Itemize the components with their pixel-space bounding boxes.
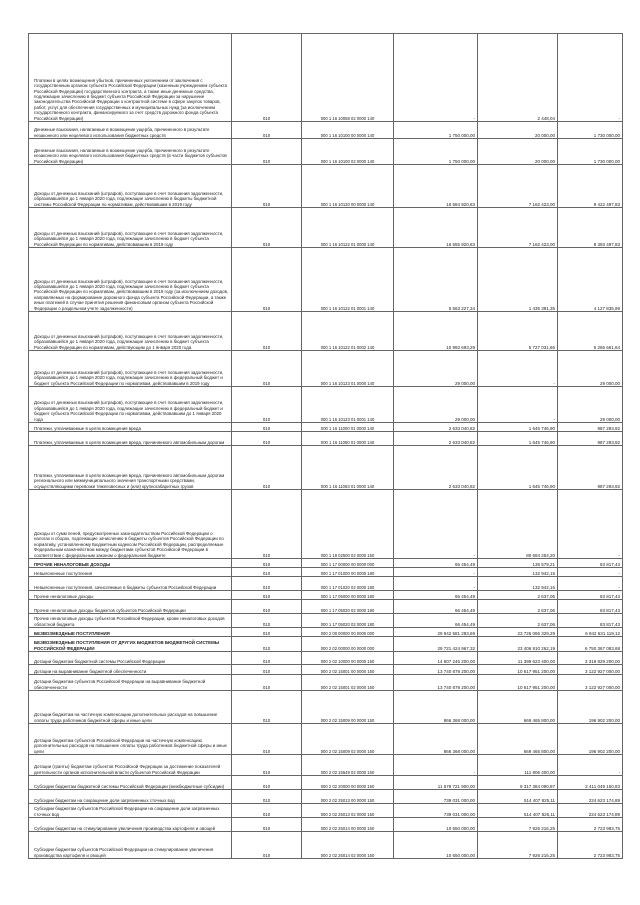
row-code: 010 bbox=[232, 568, 302, 577]
row-name: Субсидии бюджетам бюджетной системы Российской Федерации (межбюджетные субсидии) bbox=[29, 776, 232, 790]
table-row bbox=[29, 568, 623, 577]
row-executed-amount: 7 162 423,00 bbox=[478, 165, 558, 208]
row-kbk-code: 000 2 02 25014 02 0000 150 bbox=[302, 832, 394, 859]
row-approved-amount: - bbox=[394, 568, 478, 577]
table-row bbox=[29, 351, 623, 387]
row-approved-amount: 2 633 040,82 bbox=[394, 432, 478, 446]
row-code: 010 bbox=[232, 652, 302, 665]
row-code: 010 bbox=[232, 387, 302, 423]
row-code: 010 bbox=[232, 675, 302, 691]
table-row bbox=[29, 122, 623, 139]
row-executed-amount: 7 926 216,25 bbox=[478, 818, 558, 832]
row-approved-amount: 29 721 424 967,32 bbox=[394, 637, 478, 652]
table-row bbox=[29, 446, 623, 490]
row-kbk-code: 000 2 02 25014 00 0000 150 bbox=[302, 818, 394, 832]
row-kbk-code: 000 2 02 15009 00 0000 150 bbox=[302, 691, 394, 724]
row-name: Субсидии бюджетам на стимулирование увеличения производства картофеля и овощей bbox=[29, 818, 232, 832]
table-row bbox=[29, 490, 623, 559]
row-unexecuted-amount: - bbox=[558, 755, 623, 776]
row-kbk-code: 000 1 17 01020 02 0000 180 bbox=[302, 577, 394, 591]
row-unexecuted-amount: 6 942 631 119,12 bbox=[558, 628, 623, 637]
row-kbk-code: 000 2 02 15001 02 0000 150 bbox=[302, 675, 394, 691]
row-code: 010 bbox=[232, 34, 302, 122]
row-kbk-code: 000 2 02 15009 02 0000 150 bbox=[302, 724, 394, 755]
row-kbk-code: 000 1 16 10122 01 0001 140 bbox=[302, 248, 394, 312]
row-approved-amount: 14 607 246 200,00 bbox=[394, 652, 478, 665]
table-row bbox=[29, 804, 623, 818]
row-code: 010 bbox=[232, 818, 302, 832]
row-executed-amount: 23 726 066 329,29 bbox=[478, 628, 558, 637]
row-executed-amount: 10 617 951 200,00 bbox=[478, 675, 558, 691]
row-approved-amount: - bbox=[394, 490, 478, 559]
row-name: Доходы от денежных взысканий (штрафов), поступающие в счет погашения задолженности, образовавшейся до 1 января 2020 года, подлежащие зачислению в федеральный бюджет и бюджет субъекта Российской Федерации по нормативам, действовавшим до 1 января 2020 года bbox=[29, 387, 232, 423]
row-kbk-code: 000 1 18 02500 02 0000 150 bbox=[302, 490, 394, 559]
table-row bbox=[29, 423, 623, 432]
row-name: Дотации на выравнивание бюджетной обеспеченности bbox=[29, 665, 232, 675]
row-code: 010 bbox=[232, 591, 302, 600]
row-approved-amount: 1 750 000,00 bbox=[394, 139, 478, 165]
row-name: Доходы от денежных взысканий (штрафов), поступающие в счет погашения задолженности, образовавшейся до 1 января 2020 года, подлежащие зачислению в бюджет субъекта Российской Федерации по нормативам, действующим до 1 января 2020 года bbox=[29, 312, 232, 351]
row-name: Доходы от денежных взысканий (штрафов), поступающие в счет погашения задолженности, образовавшейся до 1 января 2020 года, подлежащие зачислению в бюджеты бюджетной системы Российской Федерации по нормативам, действовавшим в 2019 году bbox=[29, 165, 232, 208]
row-code: 010 bbox=[232, 139, 302, 165]
row-approved-amount: 2 633 040,82 bbox=[394, 446, 478, 490]
row-executed-amount: - bbox=[478, 351, 558, 387]
row-unexecuted-amount: 83 817,43 bbox=[558, 614, 623, 628]
row-name: Денежные взыскания, налагаемые в возмещение ущерба, причиненного в результате незаконного или нецелевого использования бюджетных средств (в части бюджетов субъектов Российской Федерации) bbox=[29, 139, 232, 165]
row-unexecuted-amount: 29 000,00 bbox=[558, 387, 623, 423]
row-kbk-code: 000 2 02 10000 00 0000 150 bbox=[302, 652, 394, 665]
row-name: БЕЗВОЗМЕЗДНЫЕ ПОСТУПЛЕНИЯ ОТ ДРУГИХ БЮДЖЕТОВ БЮДЖЕТНОЙ СИСТЕМЫ РОССИЙСКОЙ ФЕДЕРАЦИИ bbox=[29, 637, 232, 652]
row-name: Прочие неналоговые доходы субъектов Российской Федерации, кроме неналоговых доходов областной бюджета bbox=[29, 614, 232, 628]
row-unexecuted-amount: 987 293,92 bbox=[558, 432, 623, 446]
row-executed-amount: 20 000,00 bbox=[478, 122, 558, 139]
row-name: Доходы от сумм пеней, предусмотренных законодательством Российской Федерации о налогах и сборах, подлежащие зачислению в бюджеты субъектов Российской Федерации по нормативу, установленному Бюджетным кодексом Российской Федерации, распределяемые Федеральным казначейством между бюджетами субъектов Российской Федерации в соответствии с федеральным законом о федеральном бюджете bbox=[29, 490, 232, 559]
row-unexecuted-amount: 29 000,00 bbox=[558, 351, 623, 387]
table-row bbox=[29, 665, 623, 675]
row-code: 010 bbox=[232, 559, 302, 568]
row-unexecuted-amount: 196 902 200,00 bbox=[558, 691, 623, 724]
row-executed-amount: 5 727 031,65 bbox=[478, 312, 558, 351]
row-approved-amount: - bbox=[394, 755, 478, 776]
row-name: Невыясненные поступления, зачисляемые в бюджеты субъектов Российской Федерации bbox=[29, 577, 232, 591]
row-name: Дотации бюджетам субъектов Российской Федерации на выравнивание бюджетной обеспеченности bbox=[29, 675, 232, 691]
row-kbk-code: 000 1 16 11000 01 0000 140 bbox=[302, 423, 394, 432]
row-name: ПРОЧИЕ НЕНАЛОГОВЫЕ ДОХОДЫ bbox=[29, 559, 232, 568]
row-unexecuted-amount: 6 750 367 083,68 bbox=[558, 637, 623, 652]
row-name: Субсидии бюджетам субъектов Российской Федерации на стимулирование увеличения производства картофеля и овощей bbox=[29, 832, 232, 859]
row-unexecuted-amount: 3 319 829 200,00 bbox=[558, 652, 623, 665]
row-approved-amount: 66 454,49 bbox=[394, 591, 478, 600]
row-name: Дотации бюджетам на частичную компенсацию дополнительных расходов на повышение оплаты труда работников бюджетной сферы и иные цели bbox=[29, 691, 232, 724]
row-executed-amount: 669 465 800,00 bbox=[478, 691, 558, 724]
row-executed-amount: 10 617 951 200,00 bbox=[478, 665, 558, 675]
row-kbk-code: 000 2 00 00000 00 0000 000 bbox=[302, 628, 394, 637]
row-kbk-code: 000 1 16 10122 01 0000 140 bbox=[302, 208, 394, 248]
row-approved-amount: 739 031 000,00 bbox=[394, 790, 478, 804]
row-kbk-code: 000 1 16 10122 01 0002 140 bbox=[302, 312, 394, 351]
row-name: Доходы от денежных взысканий (штрафов), поступающие в счет погашения задолженности, образовавшейся до 1 января 2020 года, подлежащие зачислению в бюджет субъекта Российской Федерации по нормативам, действовавшим в 2019 году bbox=[29, 208, 232, 248]
row-code: 010 bbox=[232, 724, 302, 755]
budget-revenue-table bbox=[28, 33, 623, 859]
row-unexecuted-amount: - bbox=[558, 577, 623, 591]
row-executed-amount: 7 162 423,00 bbox=[478, 208, 558, 248]
row-unexecuted-amount: 3 122 927 000,00 bbox=[558, 675, 623, 691]
row-executed-amount: 135 579,21 bbox=[478, 559, 558, 568]
row-executed-amount: 20 000,00 bbox=[478, 139, 558, 165]
row-name: БЕЗВОЗМЕЗДНЫЕ ПОСТУПЛЕНИЯ bbox=[29, 628, 232, 637]
row-approved-amount: 2 633 040,82 bbox=[394, 423, 478, 432]
row-unexecuted-amount: 224 623 174,89 bbox=[558, 790, 623, 804]
row-name: Платежи, уплачиваемые в целях возмещения вреда, причиняемого автомобильным дорогам регионального или межмуниципального значения транспортными средствами, осуществляющими перевозки тяжеловесных и (или) крупногабаритных грузов bbox=[29, 446, 232, 490]
row-kbk-code: 000 1 17 01000 00 0000 180 bbox=[302, 568, 394, 577]
row-unexecuted-amount: 1 730 000,00 bbox=[558, 139, 623, 165]
row-code: 010 bbox=[232, 628, 302, 637]
table-row bbox=[29, 652, 623, 665]
row-code: 010 bbox=[232, 691, 302, 724]
row-kbk-code: 000 1 17 00000 00 0000 000 bbox=[302, 559, 394, 568]
row-approved-amount: 10 650 000,00 bbox=[394, 832, 478, 859]
row-code: 010 bbox=[232, 312, 302, 351]
row-code: 010 bbox=[232, 423, 302, 432]
row-approved-amount: - bbox=[394, 34, 478, 122]
row-unexecuted-amount: 2 411 049 150,83 bbox=[558, 776, 623, 790]
row-code: 010 bbox=[232, 577, 302, 591]
row-code: 010 bbox=[232, 432, 302, 446]
row-unexecuted-amount: 2 723 983,75 bbox=[558, 832, 623, 859]
row-approved-amount: 66 454,49 bbox=[394, 559, 478, 568]
row-kbk-code: 000 1 16 10100 00 0000 140 bbox=[302, 122, 394, 139]
row-executed-amount: 23 406 910 262,19 bbox=[478, 637, 558, 652]
row-approved-amount: 10 650 000,00 bbox=[394, 818, 478, 832]
row-code: 010 bbox=[232, 208, 302, 248]
row-approved-amount: 11 578 721 900,00 bbox=[394, 776, 478, 790]
row-name: Дотации бюджетам бюджетной системы Российской Федерации bbox=[29, 652, 232, 665]
row-kbk-code: 000 1 17 05000 00 0000 180 bbox=[302, 591, 394, 600]
row-name: Платежи, уплачиваемые в целях возмещения вреда bbox=[29, 423, 232, 432]
row-unexecuted-amount: 987 293,92 bbox=[558, 446, 623, 490]
row-code: 010 bbox=[232, 600, 302, 614]
row-approved-amount: 10 992 693,29 bbox=[394, 312, 478, 351]
row-executed-amount: 1 645 746,90 bbox=[478, 432, 558, 446]
table-row bbox=[29, 577, 623, 591]
row-approved-amount: 29 000,00 bbox=[394, 351, 478, 387]
table-row bbox=[29, 691, 623, 724]
row-approved-amount: 1 750 000,00 bbox=[394, 122, 478, 139]
row-name: Платежи, уплачиваемые в целях возмещения вреда, причиняемого автомобильным дорогам bbox=[29, 432, 232, 446]
row-unexecuted-amount: 83 817,43 bbox=[558, 600, 623, 614]
table-row bbox=[29, 165, 623, 208]
row-kbk-code: 000 1 16 11063 01 0000 140 bbox=[302, 446, 394, 490]
row-approved-amount: 29 942 581 283,69 bbox=[394, 628, 478, 637]
row-unexecuted-amount: - bbox=[558, 34, 623, 122]
row-executed-amount: - bbox=[478, 387, 558, 423]
row-executed-amount: 2 637,06 bbox=[478, 600, 558, 614]
row-unexecuted-amount: 4 127 835,99 bbox=[558, 248, 623, 312]
row-approved-amount: 866 368 000,00 bbox=[394, 691, 478, 724]
table-row bbox=[29, 755, 623, 776]
row-kbk-code: 000 2 02 00000 00 0000 000 bbox=[302, 637, 394, 652]
row-name: Субсидии бюджетам на сокращение доли загрязненных сточных вод bbox=[29, 790, 232, 804]
row-approved-amount: 5 563 227,34 bbox=[394, 248, 478, 312]
table-row bbox=[29, 637, 623, 652]
row-unexecuted-amount: 1 730 000,00 bbox=[558, 122, 623, 139]
row-code: 010 bbox=[232, 804, 302, 818]
table-row bbox=[29, 776, 623, 790]
row-code: 010 bbox=[232, 446, 302, 490]
table-row bbox=[29, 34, 623, 122]
row-executed-amount: 1 435 391,35 bbox=[478, 248, 558, 312]
table-row bbox=[29, 724, 623, 755]
report-sheet bbox=[28, 33, 622, 859]
row-executed-amount: 2 637,06 bbox=[478, 591, 558, 600]
row-name: Доходы от денежных взысканий (штрафов), поступающие в счет погашения задолженности, образовавшейся до 1 января 2020 года, подлежащие зачислению в бюджет субъекта Российской Федерации по нормативам, действовавшим в 2019 году (за исключением доходов, направляемых на формирование дорожного фонда субъекта Российской Федерации, а также иных платежей в случае принятия решения финансовым органом субъекта Российской Федерации о раздельном учете задолженности) bbox=[29, 248, 232, 312]
row-name: Платежи в целях возмещения убытков, причиненных уклонением от заключения с государственным органом субъекта Российской Федерации (казенным учреждением субъекта Российской Федерации) государственного контракта, а также иные денежные средства, подлежащие зачислению в бюджет субъекта Российской Федерации за нарушение законодательства Российской Федерации о контрактной системе в сфере закупок товаров, работ, услуг для обеспечения государственных и муниципальных нужд (за исключением государственного контракта, финансируемого за счет средств дорожного фонда субъекта Российской Федерации) bbox=[29, 34, 232, 122]
row-code: 010 bbox=[232, 637, 302, 652]
row-unexecuted-amount: 9 422 497,83 bbox=[558, 165, 623, 208]
row-kbk-code: 000 1 16 10123 01 0001 140 bbox=[302, 387, 394, 423]
row-name: Невыясненные поступления bbox=[29, 568, 232, 577]
row-executed-amount: 132 942,15 bbox=[478, 568, 558, 577]
row-unexecuted-amount: 2 723 983,75 bbox=[558, 818, 623, 832]
row-approved-amount: 16 584 920,83 bbox=[394, 165, 478, 208]
row-approved-amount: 29 000,00 bbox=[394, 387, 478, 423]
table-row bbox=[29, 832, 623, 859]
table-row bbox=[29, 432, 623, 446]
row-kbk-code: 000 2 02 25013 02 0000 150 bbox=[302, 804, 394, 818]
row-executed-amount: 80 694 254,20 bbox=[478, 490, 558, 559]
row-kbk-code: 000 2 02 25013 00 0000 150 bbox=[302, 790, 394, 804]
table-row bbox=[29, 387, 623, 423]
row-executed-amount: 7 926 216,25 bbox=[478, 832, 558, 859]
row-kbk-code: 000 1 16 10123 01 0000 140 bbox=[302, 351, 394, 387]
row-kbk-code: 000 2 02 15549 02 0000 150 bbox=[302, 755, 394, 776]
row-approved-amount: 13 740 878 200,00 bbox=[394, 665, 478, 675]
row-name: Денежные взыскания, налагаемые в возмещение ущерба, причиненного в результате незаконного или нецелевого использования бюджетных средств bbox=[29, 122, 232, 139]
row-executed-amount: 1 645 746,90 bbox=[478, 423, 558, 432]
row-executed-amount: 132 942,15 bbox=[478, 577, 558, 591]
row-kbk-code: 000 1 16 10120 00 0000 140 bbox=[302, 165, 394, 208]
row-code: 010 bbox=[232, 832, 302, 859]
row-code: 010 bbox=[232, 490, 302, 559]
row-executed-amount: 9 317 384 090,87 bbox=[478, 776, 558, 790]
row-approved-amount: 866 368 000,00 bbox=[394, 724, 478, 755]
row-executed-amount: 2 448,04 bbox=[478, 34, 558, 122]
row-code: 010 bbox=[232, 614, 302, 628]
row-approved-amount: 66 454,49 bbox=[394, 614, 478, 628]
row-code: 010 bbox=[232, 790, 302, 804]
row-approved-amount: 739 031 000,00 bbox=[394, 804, 478, 818]
row-kbk-code: 000 2 02 20000 00 0000 150 bbox=[302, 776, 394, 790]
row-unexecuted-amount: 196 902 200,00 bbox=[558, 724, 623, 755]
row-name: Доходы от денежных взысканий (штрафов), поступающие в счет погашения задолженности, образовавшейся до 1 января 2020 года, подлежащие зачислению в федеральный бюджет и бюджет субъекта Российской Федерации по нормативам, действовавшим в 2019 году bbox=[29, 351, 232, 387]
row-code: 010 bbox=[232, 351, 302, 387]
row-executed-amount: 2 637,06 bbox=[478, 614, 558, 628]
row-executed-amount: 111 806 400,00 bbox=[478, 755, 558, 776]
row-executed-amount: 514 407 825,11 bbox=[478, 804, 558, 818]
row-approved-amount: 13 740 878 200,00 bbox=[394, 675, 478, 691]
row-code: 010 bbox=[232, 165, 302, 208]
row-name: Прочие неналоговые доходы бюджетов субъектов Российской Федерации bbox=[29, 600, 232, 614]
row-approved-amount: 16 555 920,83 bbox=[394, 208, 478, 248]
table-row bbox=[29, 675, 623, 691]
row-unexecuted-amount: - bbox=[558, 490, 623, 559]
row-approved-amount: 66 454,49 bbox=[394, 600, 478, 614]
row-code: 010 bbox=[232, 755, 302, 776]
row-kbk-code: 000 2 02 15001 00 0000 150 bbox=[302, 665, 394, 675]
row-name: Субсидии бюджетам субъектов Российской Федерации на сокращение доли загрязненных сточных вод bbox=[29, 804, 232, 818]
table-row bbox=[29, 790, 623, 804]
row-executed-amount: 11 399 623 400,00 bbox=[478, 652, 558, 665]
row-kbk-code: 000 1 17 05020 02 0000 180 bbox=[302, 614, 394, 628]
table-row bbox=[29, 591, 623, 600]
row-unexecuted-amount: - bbox=[558, 568, 623, 577]
row-unexecuted-amount: 5 265 661,64 bbox=[558, 312, 623, 351]
row-unexecuted-amount: 987 293,92 bbox=[558, 423, 623, 432]
row-unexecuted-amount: 224 623 174,89 bbox=[558, 804, 623, 818]
table-row bbox=[29, 600, 623, 614]
table-row bbox=[29, 614, 623, 628]
row-name: Прочие неналоговые доходы bbox=[29, 591, 232, 600]
row-unexecuted-amount: 83 817,43 bbox=[558, 559, 623, 568]
table-row bbox=[29, 208, 623, 248]
table-row bbox=[29, 312, 623, 351]
row-kbk-code: 000 1 16 10100 02 0000 140 bbox=[302, 139, 394, 165]
row-executed-amount: 1 645 746,90 bbox=[478, 446, 558, 490]
row-approved-amount: - bbox=[394, 577, 478, 591]
row-executed-amount: 669 465 800,00 bbox=[478, 724, 558, 755]
row-kbk-code: 000 1 16 10058 02 0000 140 bbox=[302, 34, 394, 122]
row-unexecuted-amount: 9 393 497,83 bbox=[558, 208, 623, 248]
row-unexecuted-amount: 83 817,43 bbox=[558, 591, 623, 600]
table-row bbox=[29, 628, 623, 637]
row-executed-amount: 514 407 825,11 bbox=[478, 790, 558, 804]
table-row bbox=[29, 559, 623, 568]
row-unexecuted-amount: 3 122 927 000,00 bbox=[558, 665, 623, 675]
row-kbk-code: 000 1 16 11060 01 0000 140 bbox=[302, 432, 394, 446]
row-name: Дотации (гранты) бюджетам субъектов Российской Федерации за достижение показателей деятельности органов исполнительной власти субъектов Российской Федерации bbox=[29, 755, 232, 776]
table-row bbox=[29, 248, 623, 312]
row-code: 010 bbox=[232, 665, 302, 675]
row-code: 010 bbox=[232, 122, 302, 139]
row-name: Дотации бюджетам субъектов Российской Федерации на частичную компенсацию дополнительных расходов на повышение оплаты труда работников бюджетной сферы и иные цели bbox=[29, 724, 232, 755]
row-kbk-code: 000 1 17 05020 02 0000 180 bbox=[302, 600, 394, 614]
table-row bbox=[29, 139, 623, 165]
table-body bbox=[29, 34, 623, 859]
row-code: 010 bbox=[232, 248, 302, 312]
row-code: 010 bbox=[232, 776, 302, 790]
table-row bbox=[29, 818, 623, 832]
